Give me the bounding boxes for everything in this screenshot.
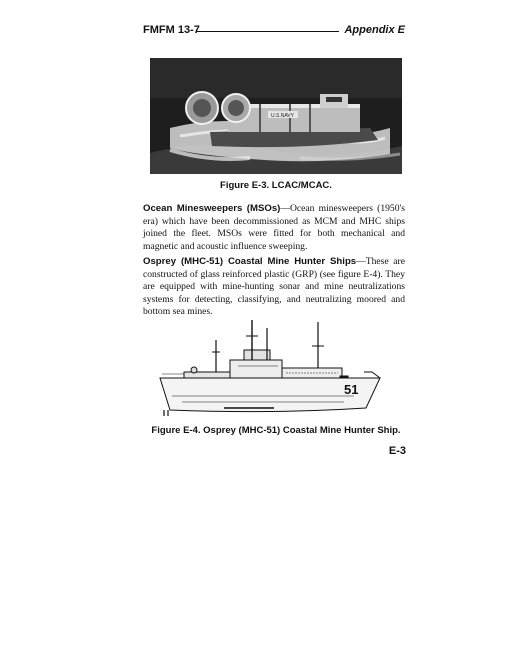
hull-marking: U.S.NAVY [271, 113, 294, 119]
figure-e4-caption: Figure E-4. Osprey (MHC-51) Coastal Mine Hunter Ship. [151, 425, 401, 436]
paragraph-ocean-minesweepers [143, 203, 405, 253]
header-rule [197, 31, 339, 32]
appendix-label: Appendix E [344, 24, 405, 36]
ship-illustration [154, 316, 390, 420]
paragraph-body: —Ocean minesweepers (1950's era) which have been decommissioned as MCM and MHC ships joined the fleet. MSOs were fitted for both mechanical and magnetic and acoustic influence sweeping. [143, 203, 405, 252]
paragraph-lead: Osprey (MHC-51) Coastal Mine Hunter Ships [143, 256, 357, 267]
hull-number: 51 [344, 382, 359, 397]
page-header [143, 24, 405, 40]
page-number: E-3 [388, 445, 406, 457]
lcac-photo [150, 58, 402, 174]
paragraph-body: —These are constructed of glass reinforced plastic (GRP) (see figure E-4). They are equipped with mine-hunting sonar and mine neutralizations systems for detecting, classifying, and neutralizing moored and bottom sea mines. [143, 256, 405, 318]
lcac-photo-illustration [150, 58, 402, 174]
paragraph-lead: Ocean Minesweepers (MSOs) [143, 203, 281, 214]
osprey-ship-drawing [154, 316, 390, 420]
manual-number: FMFM 13-7 [143, 24, 200, 36]
paragraph-osprey [143, 256, 405, 319]
figure-e3-caption: Figure E-3. LCAC/MCAC. [220, 180, 332, 191]
